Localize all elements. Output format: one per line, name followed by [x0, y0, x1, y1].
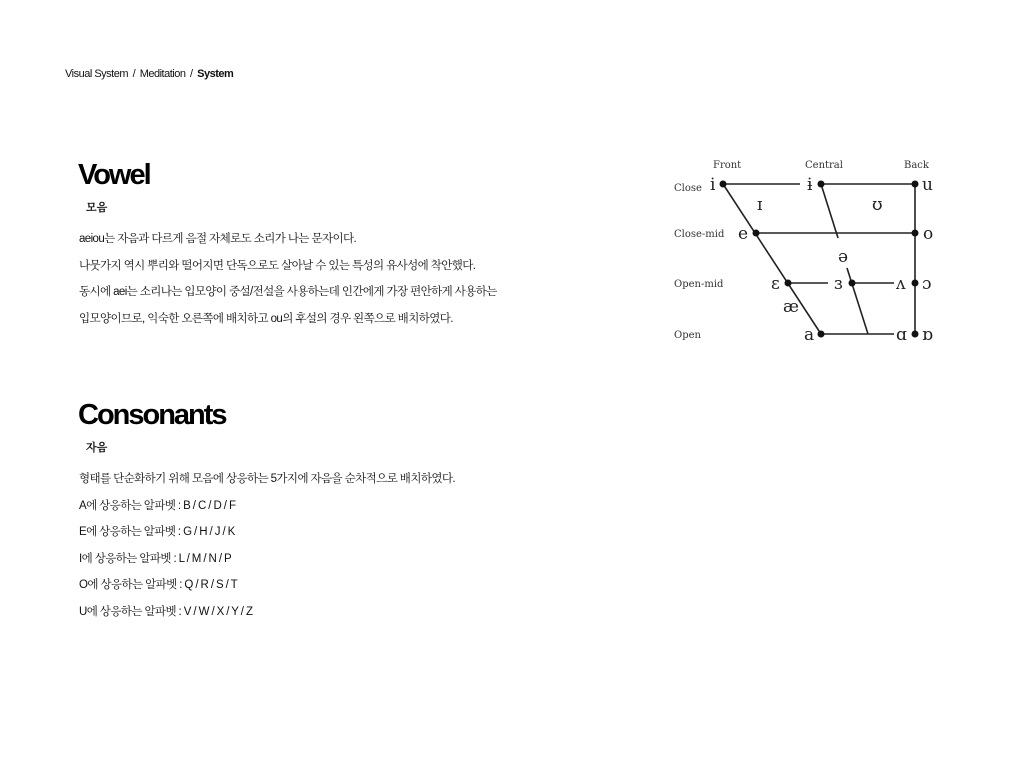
- consonant-mapping-a: A에 상응하는 알파벳 : B / C / D / F: [79, 499, 236, 512]
- breadcrumb-item-visual-system[interactable]: Visual System: [65, 68, 128, 80]
- ipa-close-front: i: [710, 175, 716, 195]
- vowel-trapezoid-diagram: [660, 150, 960, 360]
- row-label-open-mid: Open-mid: [674, 279, 724, 290]
- ipa-open-back-unrounded: ɑ: [896, 325, 907, 345]
- ipa-open-mid-front: ɛ: [771, 274, 780, 294]
- ipa-close-central: ɨ: [807, 175, 813, 195]
- column-label-front: Front: [713, 160, 742, 171]
- ipa-open-mid-central: ɜ: [834, 274, 843, 294]
- vowel-subtitle: 모음: [86, 202, 108, 214]
- column-label-back: Back: [904, 160, 929, 171]
- ipa-mid-central: ə: [838, 247, 849, 267]
- consonants-subtitle: 자음: [86, 442, 108, 454]
- vowel-title: Vowel: [78, 159, 150, 191]
- consonants-description: [79, 466, 455, 625]
- breadcrumb: [65, 68, 233, 80]
- ipa-near-close-front: ɪ: [757, 195, 763, 215]
- ipa-close-mid-front: e: [738, 224, 749, 244]
- ipa-near-open-front: æ: [783, 297, 799, 317]
- vowel-line: aeiou는 자음과 다르게 음절 자체로도 소리가 나는 문자이다.: [79, 233, 357, 245]
- consonants-intro-line: 형태를 단순화하기 위해 모음에 상응하는 5가지에 자음을 순차적으로 배치하였다.: [79, 473, 455, 485]
- chart-dots: [720, 181, 919, 338]
- breadcrumb-separator: /: [132, 68, 136, 80]
- chart-lines: [723, 184, 915, 334]
- ipa-open-back-rounded: ɒ: [922, 325, 933, 345]
- column-label-central: Central: [805, 160, 843, 171]
- ipa-near-close-back: ʊ: [872, 195, 883, 215]
- consonants-title: Consonants: [78, 399, 226, 431]
- row-label-open: Open: [674, 330, 701, 341]
- consonant-mapping-e: E에 상응하는 알파벳 : G / H / J / K: [79, 526, 235, 538]
- consonant-mapping-o: O에 상응하는 알파벳 : Q / R / S / T: [79, 579, 238, 591]
- vowel-description: [79, 226, 497, 332]
- ipa-open-mid-back-rounded: ɔ: [922, 274, 932, 294]
- vowel-line: 입모양이므로, 익숙한 오른쪽에 배치하고 ou의 후설의 경우 왼쪽으로 배치하였다.: [79, 312, 453, 325]
- breadcrumb-current-system: System: [197, 68, 234, 80]
- ipa-open-mid-back-unrounded: ʌ: [896, 274, 906, 294]
- row-label-close: Close: [674, 183, 702, 194]
- vowel-line: 나뭇가지 역시 뿌리와 떨어지면 단독으로도 살아날 수 있는 특성의 유사성에 착안했다.: [79, 259, 476, 272]
- ipa-vowel-chart: [660, 150, 960, 360]
- consonant-mapping-i: I에 상응하는 알파벳 : L / M / N / P: [79, 552, 232, 565]
- ipa-close-mid-back: o: [923, 224, 934, 244]
- breadcrumb-item-meditation[interactable]: Meditation: [139, 68, 186, 80]
- row-label-close-mid: Close-mid: [674, 229, 725, 240]
- vowel-line: 동시에 aei는 소리나는 입모양이 중설/전설을 사용하는데 인간에게 가장 편안하게 사용하는: [79, 286, 497, 298]
- ipa-open-front: a: [804, 325, 815, 345]
- consonant-mapping-u: U에 상응하는 알파벳 : V / W / X / Y / Z: [79, 605, 253, 618]
- breadcrumb-separator: /: [190, 68, 193, 80]
- ipa-close-back: u: [922, 175, 933, 195]
